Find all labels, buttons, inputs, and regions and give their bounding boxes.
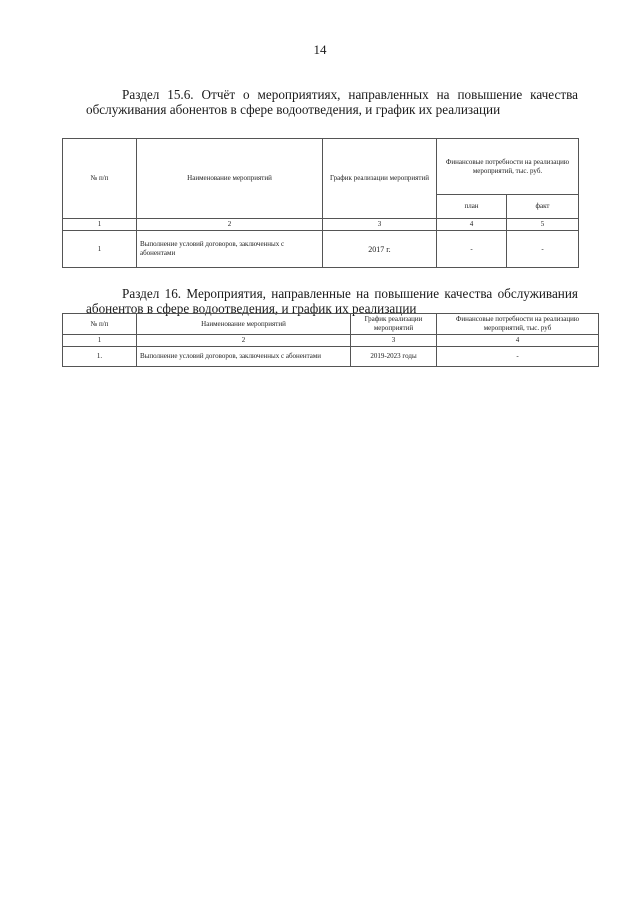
row-num: 1.	[63, 347, 137, 367]
header-fact: факт	[507, 195, 579, 219]
column-number: 1	[63, 219, 137, 231]
column-number: 4	[437, 219, 507, 231]
row-schedule: 2019-2023 годы	[351, 347, 437, 367]
column-number: 2	[137, 335, 351, 347]
column-number-row	[63, 219, 579, 231]
header-schedule: График реализации мероприятий	[323, 139, 437, 219]
column-number: 3	[323, 219, 437, 231]
header-financial: Финансовые потребности на реализацию мероприятий, тыс. руб.	[437, 139, 579, 195]
row-name: Выполнение условий договоров, заключенных с абонентами	[137, 347, 351, 367]
header-name: Наименование мероприятий	[137, 139, 323, 219]
column-number: 2	[137, 219, 323, 231]
table-row	[63, 347, 599, 367]
section-16-table	[62, 313, 599, 367]
column-number: 4	[437, 335, 599, 347]
header-num: № п/п	[63, 139, 137, 219]
header-schedule: График реализации мероприятий	[351, 314, 437, 335]
row-financial: -	[437, 347, 599, 367]
section-15-6-table	[62, 138, 579, 268]
section-16-heading-text: Раздел 16. Мероприятия, направленные на повышение качества обслуживания абонентов в сфере водоотведения, и график их реализации	[86, 286, 578, 316]
header-num: № п/п	[63, 314, 137, 335]
section-15-6-heading-text: Раздел 15.6. Отчёт о мероприятиях, направленных на повышение качества обслуживания абонентов в сфере водоотведения, и график их реализации	[86, 87, 578, 117]
column-number: 3	[351, 335, 437, 347]
table-header-row	[63, 139, 579, 195]
row-fact: -	[507, 231, 579, 268]
section-15-6-heading	[86, 88, 578, 117]
row-schedule: 2017 г.	[323, 231, 437, 268]
header-name: Наименование мероприятий	[137, 314, 351, 335]
row-plan: -	[437, 231, 507, 268]
header-plan: план	[437, 195, 507, 219]
table-row	[63, 231, 579, 268]
page-number: 14	[313, 42, 327, 57]
row-name: Выполнение условий договоров, заключенных с абонентами	[137, 231, 323, 268]
table-header-row	[63, 314, 599, 335]
column-number: 5	[507, 219, 579, 231]
column-number-row	[63, 335, 599, 347]
row-num: 1	[63, 231, 137, 268]
header-financial: Финансовые потребности на реализацию мероприятий, тыс. руб	[437, 314, 599, 335]
section-16-heading	[86, 287, 578, 316]
column-number: 1	[63, 335, 137, 347]
